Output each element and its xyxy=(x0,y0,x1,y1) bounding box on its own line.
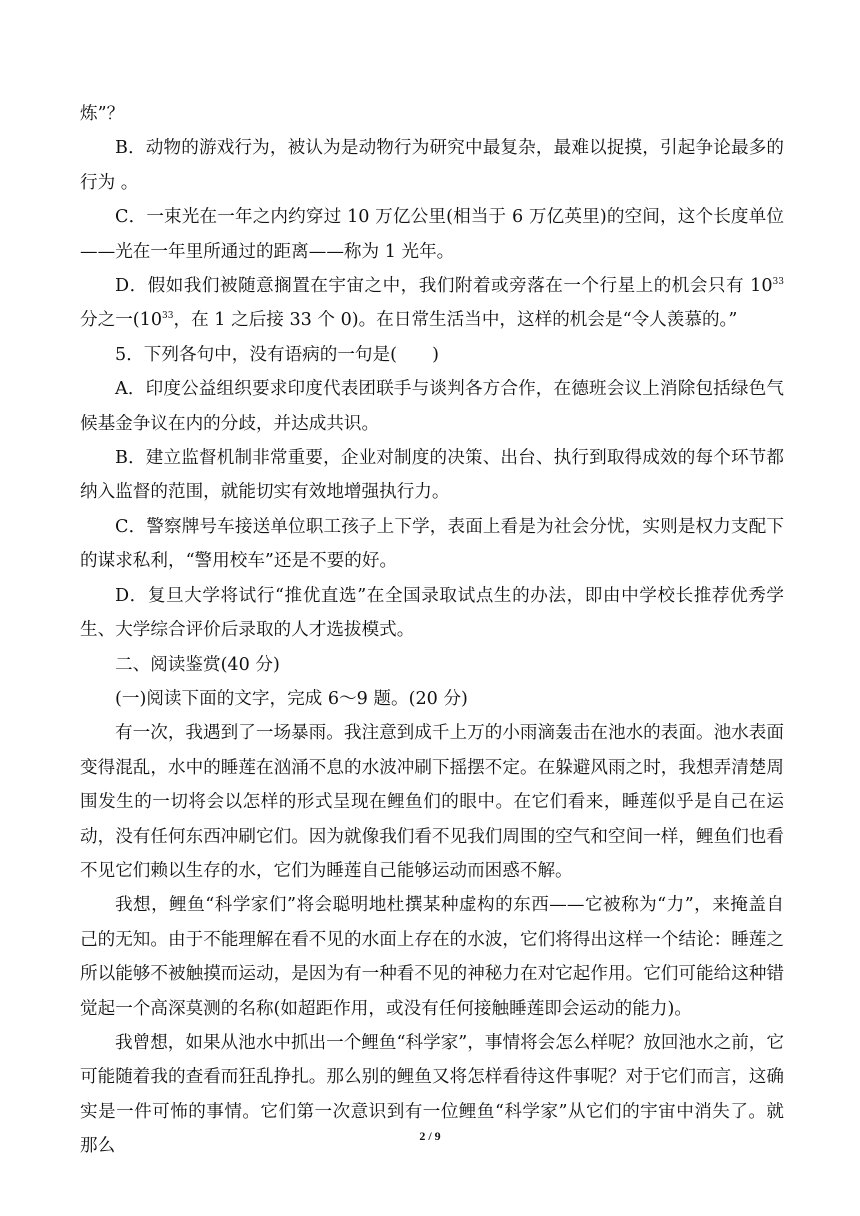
option-4d xyxy=(80,269,784,338)
exponent-superscript: 33 xyxy=(162,311,174,322)
option-4b: B．动物的游戏行为，被认为是动物行为研究中最复杂，最难以捉摸，引起争论最多的行为 。 xyxy=(80,138,784,193)
option-5b: B．建立监督机制非常重要，企业对制度的决策、出台、执行到取得成效的每个环节都纳入监督的范围，就能切实有效地增强执行力。 xyxy=(80,448,784,503)
option-5d: D．复旦大学将试行“推优直选”在全国录取试点生的办法，即由中学校长推荐优秀学生、大学综合评价后录取的人才选拔模式。 xyxy=(80,585,784,641)
document-body xyxy=(80,97,784,1164)
subsection-instruction: (一)阅读下面的文字，完成 6～9 题。(20 分) xyxy=(115,688,468,709)
option-5a: A．印度公益组织要求印度代表团联手与谈判各方合作，在德班会议上消除包括绿色气候基金争议在内的分歧，并达成共识。 xyxy=(80,379,784,434)
option-4d-text-middle: 分之一(10 xyxy=(80,310,163,331)
paragraph-continuation: 炼”？ xyxy=(80,104,125,124)
option-4c: C．一束光在一年之内约穿过 10 万亿公里(相当于 6 万亿英里)的空间，这个长度单位——光在一年里所通过的距离——称为 1 光年。 xyxy=(80,207,784,262)
section-heading: 二、阅读鉴赏(40 分) xyxy=(115,654,280,675)
reading-paragraph-3: 我曾想，如果从池水中抓出一个鲤鱼“科学家”，事情将会怎么样呢？放回池水之前，它可能随着我的查看而狂乱挣扎。那么别的鲤鱼又将怎样看待这件事呢？对于它们而言，这确实是一件可怖的事情。它们第一次意识到有一位鲤鱼“科学家”从它们的宇宙中消失了。就那么 xyxy=(80,1032,784,1157)
exponent-superscript: 33 xyxy=(772,277,784,288)
reading-paragraph-1: 有一次，我遇到了一场暴雨。我注意到成千上万的小雨滴轰击在池水的表面。池水表面变得混乱，水中的睡莲在汹涌不息的水波冲刷下摇摆不定。在躲避风雨之时，我想弄清楚周围发生的一切将会以怎样的形式呈现在鲤鱼们的眼中。在它们看来，睡莲似乎是自己在运动，没有任何东西冲刷它们。因为就像我们看不见我们周围的空气和空间一样，鲤鱼们也看不见它们赖以生存的水，它们为睡莲自己能够运动而困惑不解。 xyxy=(80,723,784,881)
reading-paragraph-2: 我想，鲤鱼“科学家们”将会聪明地杜撰某种虚构的东西——它被称为“力”，来掩盖自己的无知。由于不能理解在看不见的水面上存在的水波，它们将得出这样一个结论：睡莲之所以能够不被触摸而运动，是因为有一种看不见的神秘力在对它起作用。它们可能给这种错觉起一个高深莫测的名称(如超距作用，或没有任何接触睡莲即会运动的能力)。 xyxy=(80,895,784,1019)
question-5-stem: 5．下列各句中，没有语病的一句是( ) xyxy=(115,344,440,365)
page-number: 2 / 9 xyxy=(419,1129,441,1143)
option-5c: C．警察牌号车接送单位职工孩子上下学，表面上看是为社会分忧，实则是权力支配下的谋求私利，“警用校车”还是不要的好。 xyxy=(80,516,784,572)
option-4d-text-start: D．假如我们被随意搁置在宇宙之中，我们附着或旁落在一个行星上的机会只有 10 xyxy=(115,276,773,297)
option-4d-text-end: ，在 1 之后接 33 个 0)。在日常生活当中，这样的机会是“令人羡慕的。” xyxy=(173,310,738,331)
